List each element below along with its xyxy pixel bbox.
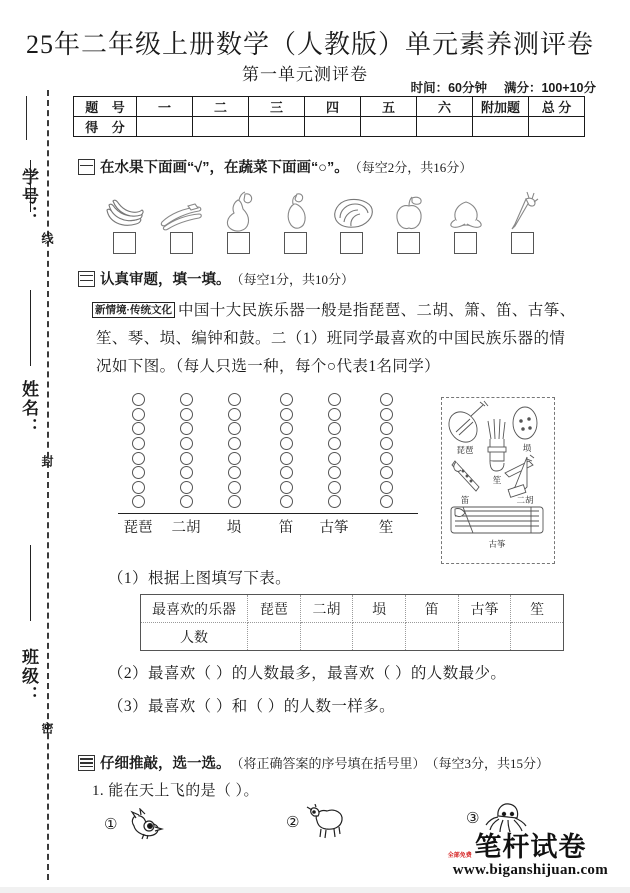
pictograph-column	[132, 393, 145, 510]
answer-box-cell	[153, 232, 210, 254]
apple-icon	[392, 194, 426, 232]
answer-box-4[interactable]	[284, 232, 307, 254]
xun-icon	[513, 407, 537, 439]
score-table-row-label-2: 得 分	[74, 117, 137, 137]
exam-time: 时间：60分钟	[410, 81, 487, 95]
pictograph-circle[interactable]	[180, 495, 193, 508]
pictograph-circle[interactable]	[280, 452, 293, 465]
score-col-bonus: 附加题	[473, 97, 529, 117]
section-3-points: （每空3分，共15分）	[425, 756, 550, 771]
table-row	[141, 595, 564, 623]
pictograph-circle[interactable]	[180, 408, 193, 421]
item-eggplant	[267, 188, 324, 232]
data-col-2: 埙	[353, 595, 406, 623]
pear-icon	[220, 190, 256, 232]
score-col-2: 二	[193, 97, 249, 117]
pictograph-circle[interactable]	[280, 495, 293, 508]
choice-number-3: ③	[466, 809, 480, 827]
pictograph-circle[interactable]	[280, 393, 293, 406]
data-col-5: 笙	[511, 595, 564, 623]
answer-box-6[interactable]	[397, 232, 420, 254]
score-table-row-label-1: 题 号	[74, 97, 137, 117]
field-class: 班级：	[19, 648, 38, 705]
item-beans	[153, 188, 210, 232]
watermark	[447, 832, 608, 879]
pictograph-circle[interactable]	[380, 408, 393, 421]
instr-caption-dizi: 笛	[460, 495, 470, 505]
student-name-line	[30, 290, 31, 366]
pictograph-column	[380, 393, 393, 510]
data-cell-2[interactable]	[353, 623, 406, 651]
data-col-1: 二胡	[300, 595, 353, 623]
choice-number-1: ①	[104, 815, 118, 833]
pictograph-circle[interactable]	[180, 481, 193, 494]
new-context-tag: 新情境·传统文化	[92, 302, 175, 318]
instr-caption-pipa: 琵琶	[456, 445, 474, 455]
instr-caption-sheng: 笙	[492, 475, 502, 485]
instrument-illustration-box	[441, 397, 555, 564]
cabbage-icon	[328, 196, 376, 232]
seal-solid-top	[26, 96, 27, 140]
section-2-title: 认真审题，填一填。	[100, 272, 231, 288]
pictograph-circle[interactable]	[228, 393, 241, 406]
score-col-1: 一	[137, 97, 193, 117]
section-3-heading	[78, 752, 549, 773]
pictograph-circle[interactable]	[328, 452, 341, 465]
bird-icon	[122, 808, 164, 840]
data-cell-1[interactable]	[300, 623, 353, 651]
seal-char-xian: 线	[40, 232, 54, 246]
beans-icon	[158, 202, 204, 232]
instr-caption-erhu: 二胡	[516, 495, 534, 505]
section-number-three-icon	[78, 755, 95, 771]
class-line	[30, 545, 31, 621]
table-row	[74, 97, 585, 117]
watermark-badge: 全部免费	[447, 853, 472, 859]
pictograph-label-0: 琵琶	[123, 520, 153, 536]
pictograph-circle[interactable]	[380, 393, 393, 406]
pictograph-label-5: 笙	[378, 520, 394, 536]
score-table	[73, 96, 585, 137]
score-cell-2[interactable]	[193, 117, 249, 137]
answer-box-cell	[324, 232, 381, 254]
answer-box-cell	[96, 232, 153, 254]
pictograph-circle[interactable]	[328, 408, 341, 421]
pictograph-circle[interactable]	[380, 422, 393, 435]
pictograph-circle[interactable]	[380, 481, 393, 494]
q2-passage-line-2: 笙、琴、埙、编钟和鼓。二（1）班同学最喜欢的中国民族乐器的情	[96, 330, 566, 347]
pictograph-circle[interactable]	[228, 481, 241, 494]
pictograph-column	[280, 393, 293, 510]
pictograph-circle[interactable]	[180, 437, 193, 450]
answer-box-1[interactable]	[113, 232, 136, 254]
pictograph-circle[interactable]	[132, 393, 145, 406]
pictograph-circle[interactable]	[280, 466, 293, 479]
pictograph-circle[interactable]	[328, 481, 341, 494]
pictograph-circle[interactable]	[228, 452, 241, 465]
pictograph-axis	[118, 513, 418, 514]
item-banana	[96, 188, 153, 232]
pictograph-circle[interactable]	[280, 481, 293, 494]
pictograph-circle[interactable]	[380, 495, 393, 508]
score-cell-6[interactable]	[417, 117, 473, 137]
seal-char-mi: 密	[40, 722, 54, 736]
pictograph-circle[interactable]	[228, 466, 241, 479]
item-carrot	[494, 188, 551, 232]
pictograph-circle[interactable]	[132, 437, 145, 450]
page-subtitle: 第一单元测评卷	[242, 65, 368, 84]
choice-1[interactable]	[104, 808, 164, 840]
pictograph-circle[interactable]	[328, 393, 341, 406]
q2-sub-3: （3）最喜欢（ ）和（ ）的人数一样多。	[108, 698, 396, 715]
pictograph-circle[interactable]	[132, 408, 145, 421]
q2-passage-line-1	[92, 298, 576, 324]
answer-box-7[interactable]	[454, 232, 477, 254]
answer-box-cell	[267, 232, 324, 254]
score-cell-4[interactable]	[305, 117, 361, 137]
octopus-icon	[484, 802, 530, 834]
item-cabbage	[324, 188, 381, 232]
pictograph-label-4: 古筝	[319, 520, 349, 536]
pictograph-circle[interactable]	[280, 408, 293, 421]
field-student-id: 学号：	[19, 168, 38, 225]
data-col-0: 琵琶	[248, 595, 301, 623]
score-col-4: 四	[305, 97, 361, 117]
data-cell-5[interactable]	[511, 623, 564, 651]
pictograph-column	[328, 393, 341, 510]
table-row	[141, 623, 564, 651]
pictograph-circle[interactable]	[328, 495, 341, 508]
table-row	[74, 117, 585, 137]
item-peach	[437, 188, 494, 232]
pictograph-circle[interactable]	[380, 452, 393, 465]
pictograph-circle[interactable]	[132, 466, 145, 479]
data-cell-3[interactable]	[405, 623, 458, 651]
item-pear	[210, 188, 267, 232]
section-1-points: （每空2分，共16分）	[348, 160, 473, 175]
q1-answer-boxes	[96, 232, 551, 254]
score-cell-1[interactable]	[137, 117, 193, 137]
q2-data-table	[140, 594, 564, 651]
section-3-title: 仔细推敲，选一选。	[100, 756, 231, 772]
exam-meta	[411, 78, 596, 96]
q2-passage-line-3: 况如下图。（每人只选一种，每个○代表1名同学）	[96, 358, 441, 375]
section-2-points: （每空1分，共10分）	[230, 272, 355, 287]
page-bottom-edge	[0, 887, 630, 893]
pictograph-circle[interactable]	[132, 422, 145, 435]
pictograph-circle[interactable]	[228, 422, 241, 435]
pictograph-label-3: 笛	[278, 520, 294, 536]
pictograph-circle[interactable]	[380, 466, 393, 479]
section-3-hint: （将正确答案的序号填在括号里）	[230, 756, 426, 771]
answer-box-cell	[380, 232, 437, 254]
peach-icon	[447, 196, 485, 232]
q1-item-row	[96, 188, 551, 232]
instr-caption-xun: 埙	[522, 443, 532, 453]
pictograph-column	[228, 393, 241, 510]
score-col-total: 总 分	[529, 97, 585, 117]
pictograph-circle[interactable]	[180, 422, 193, 435]
pictograph-circle[interactable]	[328, 466, 341, 479]
pictograph-label-1: 二胡	[171, 520, 201, 536]
pictograph-circle[interactable]	[328, 437, 341, 450]
watermark-brand: 笔杆试卷	[474, 832, 587, 862]
answer-box-cell	[494, 232, 551, 254]
section-1-title: 在水果下面画“√”，在蔬菜下面画“○”。	[100, 160, 349, 176]
score-cell-3[interactable]	[249, 117, 305, 137]
q2-passage-text-1: 中国十大民族乐器一般是指琵琶、二胡、箫、笛、古筝、	[178, 302, 576, 319]
q3-item-1: 1. 能在天上飞的是（ ）。	[92, 783, 259, 799]
score-col-6: 六	[417, 97, 473, 117]
sealing-sidebar	[0, 0, 72, 893]
score-cell-bonus[interactable]	[473, 117, 529, 137]
section-2-heading	[78, 268, 354, 289]
page-title: 25年二年级上册数学（人教版）单元素养测评卷	[25, 30, 594, 59]
data-col-3: 笛	[405, 595, 458, 623]
answer-box-5[interactable]	[340, 232, 363, 254]
item-apple	[380, 188, 437, 232]
answer-box-cell	[210, 232, 267, 254]
score-cell-5[interactable]	[361, 117, 417, 137]
seal-dashed-line	[47, 90, 49, 880]
answer-box-8[interactable]	[511, 232, 534, 254]
banana-icon	[102, 198, 146, 232]
pictograph-circle[interactable]	[380, 437, 393, 450]
exam-fullscore: 满分：100+10分	[503, 81, 596, 95]
seal-char-feng: 封	[40, 455, 54, 469]
choice-2[interactable]	[286, 804, 348, 840]
watermark-url: www.biganshijuan.com	[452, 862, 608, 878]
pictograph-circle[interactable]	[228, 495, 241, 508]
pictograph-circle[interactable]	[132, 495, 145, 508]
pictograph-circle[interactable]	[228, 437, 241, 450]
score-col-3: 三	[249, 97, 305, 117]
q2-sub-2: （2）最喜欢（ ）的人数最多，最喜欢（ ）的人数最少。	[108, 665, 507, 682]
choice-3[interactable]	[466, 802, 530, 834]
carrot-icon	[507, 190, 539, 232]
q2-sub-1: （1）根据上图填写下表。	[108, 570, 292, 587]
data-col-4: 古筝	[458, 595, 511, 623]
section-number-two-icon	[78, 271, 95, 287]
answer-box-2[interactable]	[170, 232, 193, 254]
answer-box-3[interactable]	[227, 232, 250, 254]
data-cell-4[interactable]	[458, 623, 511, 651]
pictograph-circle[interactable]	[180, 452, 193, 465]
score-cell-total[interactable]	[529, 117, 585, 137]
pictograph-circle[interactable]	[228, 408, 241, 421]
pipa-icon	[443, 406, 483, 447]
pictograph-circle[interactable]	[180, 466, 193, 479]
pictograph-circle[interactable]	[280, 437, 293, 450]
field-student-name: 姓名：	[19, 380, 38, 437]
eggplant-icon	[281, 192, 309, 232]
pictograph-label-2: 埙	[226, 520, 242, 536]
pictograph-circle[interactable]	[180, 393, 193, 406]
pictograph-circle[interactable]	[280, 422, 293, 435]
answer-box-cell	[437, 232, 494, 254]
pictograph-column	[180, 393, 193, 510]
sheep-icon	[304, 804, 348, 840]
pictograph-circle[interactable]	[132, 452, 145, 465]
data-table-header-count: 人数	[141, 623, 248, 651]
section-number-one-icon	[78, 159, 95, 175]
section-1-heading	[78, 156, 472, 177]
pictograph-chart	[118, 396, 418, 514]
pictograph-circle[interactable]	[328, 422, 341, 435]
pictograph-circle[interactable]	[132, 481, 145, 494]
data-table-header-instrument: 最喜欢的乐器	[141, 595, 248, 623]
instr-caption-guzheng: 古筝	[488, 539, 506, 549]
choice-number-2: ②	[286, 813, 300, 831]
data-cell-0[interactable]	[248, 623, 301, 651]
score-col-5: 五	[361, 97, 417, 117]
